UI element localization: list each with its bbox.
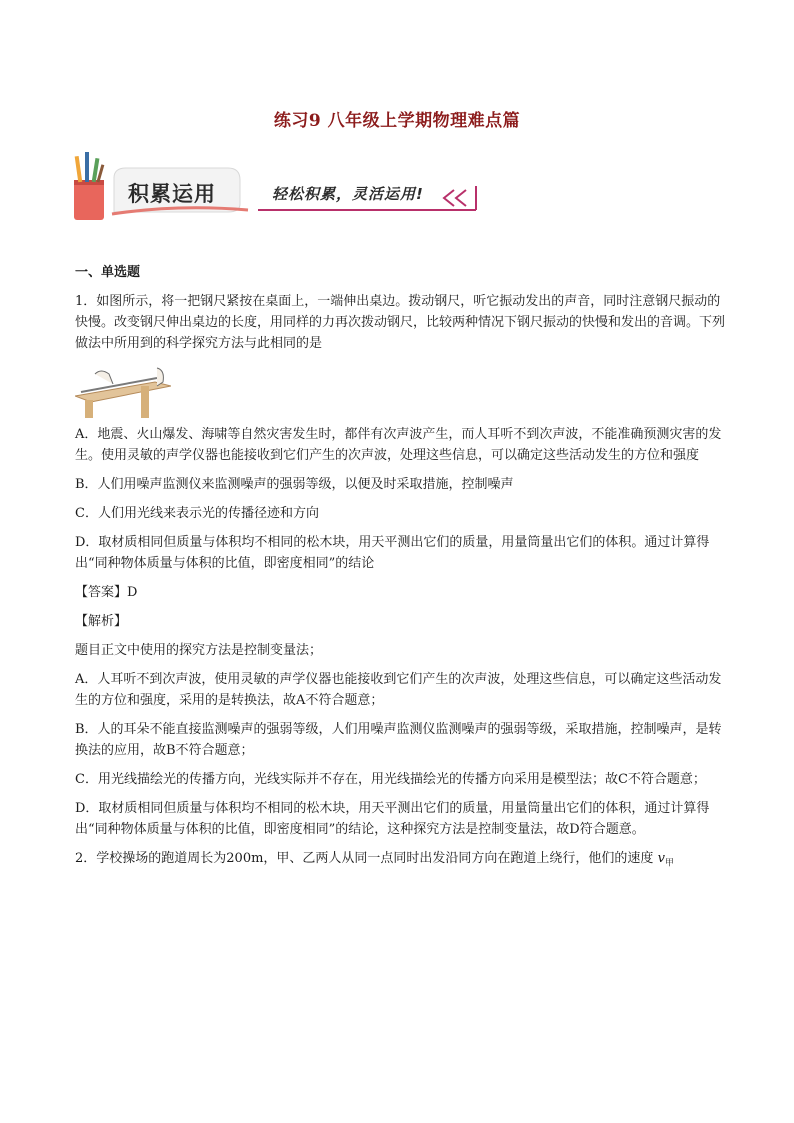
option-b: B．人们用噪声监测仪来监测噪声的强弱等级，以便及时采取措施，控制噪声 (75, 477, 514, 492)
velocity-subscript: 甲 (664, 858, 674, 869)
page-title: 练习9 八年级上学期物理难点篇 (273, 111, 521, 131)
question-1-stem: 1．如图所示，将一把钢尺紧按在桌面上，一端伸出桌边。拨动钢尺，听它振动发出的声音，同时注意钢尺振动的快慢。改变钢尺伸出桌边的长度，用同样的力再次拨动钢尺，比较两种情况下钢尺振动的快慢和发出的音调。下列做法中所用到的科学探究方法与此相同的是 (75, 294, 726, 351)
banner-slogan: 轻松积累，灵活运用! (272, 185, 424, 203)
analysis-label: 【解析】 (75, 614, 128, 629)
section-heading: 一、单选题 (75, 265, 141, 280)
analysis-line-b: B．人的耳朵不能直接监测噪声的强弱等级，人们用噪声监测仪监测噪声的强弱等级，采取措施，控制噪声，是转换法的应用，故B不符合题意； (75, 722, 722, 758)
ruler-on-table-figure (75, 362, 171, 418)
question-2-stem (75, 848, 725, 875)
banner-label: 积累运用 (128, 182, 216, 206)
analysis-line-0: 题目正文中使用的探究方法是控制变量法； (75, 643, 323, 658)
analysis-line-c: C．用光线描绘光的传播方向，光线实际并不存在，用光线描绘光的传播方向采用是模型法；故C不符合题意； (75, 772, 706, 787)
analysis-line-a: A．人耳听不到次声波，使用灵敏的声学仪器也能接收到它们产生的次声波，处理这些信息，可以确定这些活动发生的方位和强度，采用的是转换法，故A不符合题意； (75, 672, 722, 708)
option-a: A．地震、火山爆发、海啸等自然灾害发生时，都伴有次声波产生，而人耳听不到次声波，不能准确预测灾害的发生。使用灵敏的声学仪器也能接收到它们产生的次声波，处理这些信息，可以确定这些活动发生的方位和强度 (75, 427, 722, 463)
question-2-text: 2．学校操场的跑道周长为200m，甲、乙两人从同一点同时出发沿同方向在跑道上绕行，他们的速度 (75, 851, 654, 866)
answer: 【答案】D (75, 585, 138, 600)
analysis-line-d: D．取材质相同但质量与体积均不相同的松木块，用天平测出它们的质量，用量筒量出它们的体积，通过计算得出“同种物体质量与体积的比值，即密度相同”的结论，这种探究方法是控制变量法，故D符合题意。 (75, 801, 710, 837)
pen-cup-icon (74, 152, 104, 220)
option-c: C．人们用光线来表示光的传播径迹和方向 (75, 506, 319, 521)
velocity-symbol: v (657, 851, 665, 866)
content-body (75, 262, 725, 883)
option-d: D．取材质相同但质量与体积均不相同的松木块，用天平测出它们的质量，用量筒量出它们的体积。通过计算得出“同种物体质量与体积的比值，即密度相同”的结论 (75, 535, 710, 571)
